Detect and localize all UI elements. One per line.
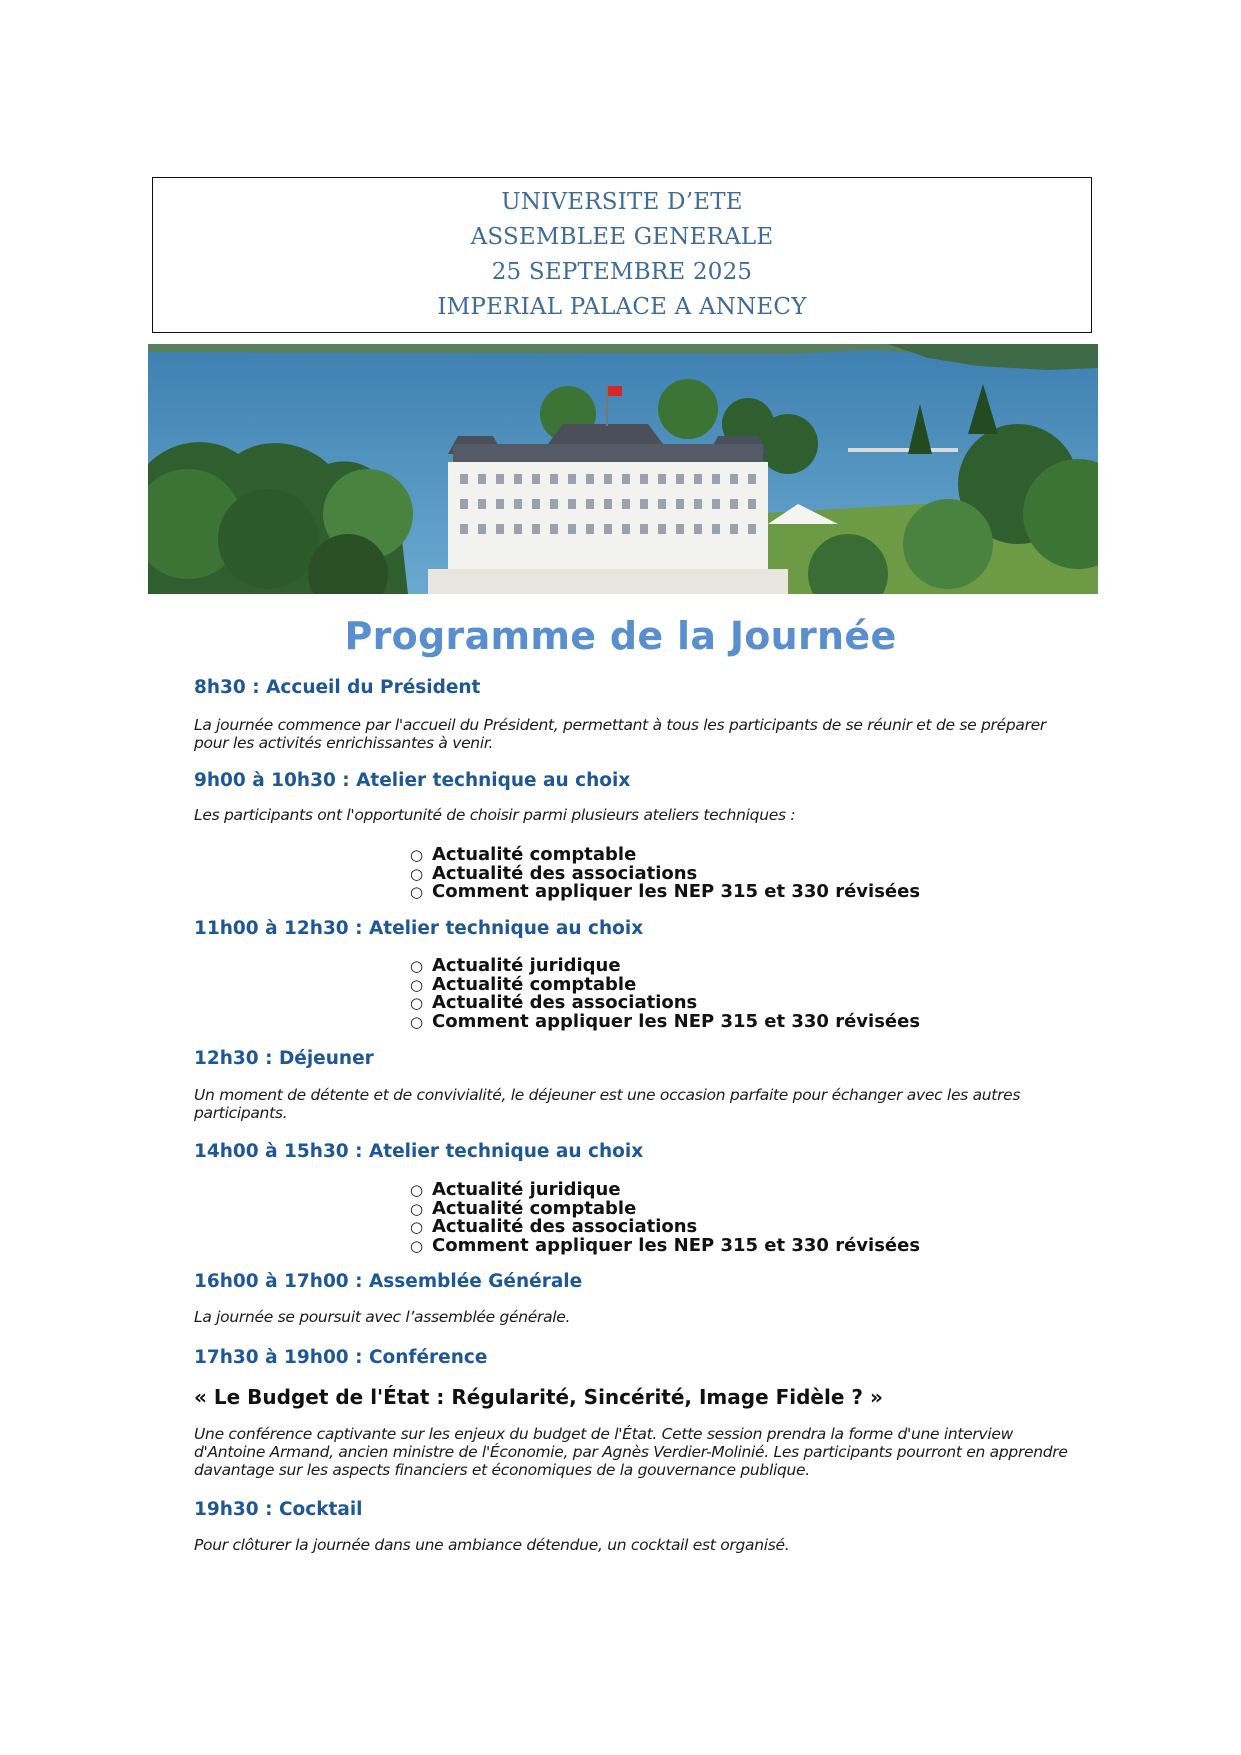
bullet-icon: ○ xyxy=(410,846,424,864)
section-text-dejeuner: Un moment de détente et de convivialité, le déjeuner est une occasion parfaite pour échanger avec les autres participants. xyxy=(194,1086,1021,1122)
bullet-icon: ○ xyxy=(410,864,424,883)
list-item: ○ Actualité juridique xyxy=(410,955,621,976)
bullet-icon: ○ xyxy=(410,975,424,994)
list-item: ○ Actualité juridique xyxy=(410,1179,621,1200)
hotel-photo xyxy=(148,344,1098,594)
atelier-1-list xyxy=(410,846,920,902)
bullet-icon: ○ xyxy=(410,1199,424,1218)
list-item: ○ Actualité des associations xyxy=(410,862,698,884)
bullet-icon: ○ xyxy=(410,1012,424,1031)
section-heading-accueil: 8h30 : Accueil du Président xyxy=(194,677,481,698)
section-heading-cocktail: 19h30 : Cocktail xyxy=(194,1499,363,1520)
bullet-icon: ○ xyxy=(410,1218,424,1236)
bullet-icon: ○ xyxy=(410,994,424,1012)
section-text-accueil: La journée commence par l'accueil du Président, permettant à tous les participants de se réunir et de se préparer pour les activités enrichissantes à venir. xyxy=(194,716,1046,752)
bullet-icon: ○ xyxy=(410,957,424,975)
bullet-icon: ○ xyxy=(410,1236,424,1255)
list-item: ○ Actualité comptable xyxy=(410,973,637,995)
section-heading-atelier-3: 14h00 à 15h30 : Atelier technique au choix xyxy=(194,1141,644,1162)
section-text-assemblee: La journée se poursuit avec l’assemblée générale. xyxy=(194,1308,571,1326)
list-item: ○ Actualité des associations xyxy=(410,992,698,1013)
event-header-box xyxy=(152,177,1092,333)
list-item: ○ Actualité comptable xyxy=(410,1197,637,1219)
section-heading-atelier-2: 11h00 à 12h30 : Atelier technique au choix xyxy=(194,918,644,939)
section-heading-assemblee: 16h00 à 17h00 : Assemblée Générale xyxy=(194,1271,583,1292)
atelier-3-list xyxy=(410,1181,920,1255)
list-item: ○ Comment appliquer les NEP 315 et 330 révisées xyxy=(410,1010,921,1032)
header-line-2: ASSEMBLEE GENERALE xyxy=(470,224,774,250)
list-item: ○ Actualité comptable xyxy=(410,844,637,865)
header-line-1: UNIVERSITE D’ETE xyxy=(501,189,743,215)
header-line-4: IMPERIAL PALACE A ANNECY xyxy=(437,294,807,320)
list-item: ○ Comment appliquer les NEP 315 et 330 révisées xyxy=(410,1234,921,1256)
section-text-cocktail: Pour clôturer la journée dans une ambiance détendue, un cocktail est organisé. xyxy=(194,1536,790,1554)
header-line-3: 25 SEPTEMBRE 2025 xyxy=(491,259,753,285)
programme-title: Programme de la Journée xyxy=(344,614,897,658)
section-heading-atelier-1: 9h00 à 10h30 : Atelier technique au choix xyxy=(194,770,631,791)
section-heading-dejeuner: 12h30 : Déjeuner xyxy=(194,1048,374,1069)
list-item: ○ Comment appliquer les NEP 315 et 330 révisées xyxy=(410,881,921,902)
list-item: ○ Actualité des associations xyxy=(410,1216,698,1237)
section-text-conference: Une conférence captivante sur les enjeux du budget de l'État. Cette session prendra la forme d'une interview d'Antoine Armand, ancien ministre de l'Économie, par Agnès Verdier-Molinié. Les participants pourront en apprendre davantage sur les aspects financiers et économiques de la gouvernance publique. xyxy=(194,1425,1068,1479)
section-text-atelier-1: Les participants ont l'opportunité de choisir parmi plusieurs ateliers techniques : xyxy=(194,806,796,824)
hotel-photo-illustration xyxy=(148,344,1098,594)
section-heading-conference: 17h30 à 19h00 : Conférence xyxy=(194,1347,488,1368)
conference-title: « Le Budget de l'État : Régularité, Sincérité, Image Fidèle ? » xyxy=(194,1385,883,1409)
bullet-icon: ○ xyxy=(410,883,424,901)
atelier-2-list xyxy=(410,957,920,1031)
bullet-icon: ○ xyxy=(410,1181,424,1199)
